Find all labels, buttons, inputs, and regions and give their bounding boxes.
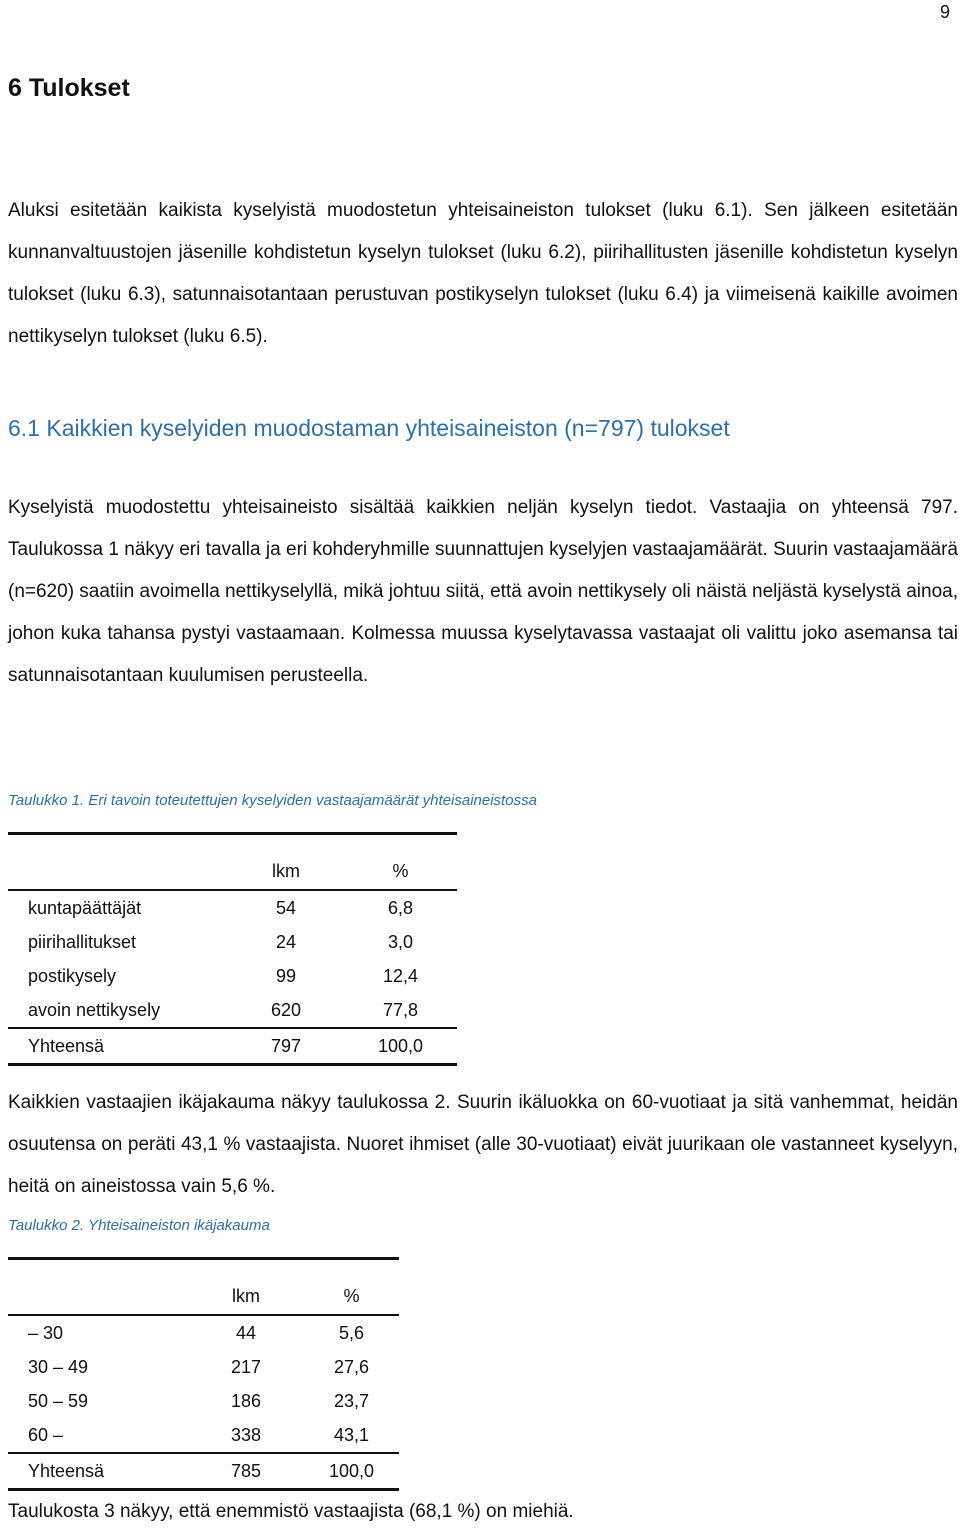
row-label: piirihallitukset bbox=[28, 931, 137, 952]
table2-caption: Taulukko 2. Yhteisaineiston ikäjakauma bbox=[8, 1217, 270, 1234]
row-pct: 12,4 bbox=[382, 965, 419, 986]
table-row bbox=[8, 1350, 399, 1384]
row-label: 50 – 59 bbox=[28, 1390, 89, 1411]
total-label: Yhteensä bbox=[28, 1460, 105, 1481]
total-pct: 100,0 bbox=[328, 1460, 375, 1481]
table2-header-empty bbox=[8, 1258, 188, 1315]
table1-header-pct: % bbox=[392, 860, 409, 881]
table-row bbox=[8, 1315, 399, 1350]
intro-paragraph: Aluksi esitetään kaikista kyselyistä muodostetun yhteisaineiston tulokset (luku 6.1). Sen jälkeen esitetään kunnanvaltuustojen jäsenille kohdistetun kyselyn tulokset (luku 6.2), piirihallitusten jäsenille kohdistetun kyselyn tulokset (luku 6.3), satunnaisotantaan perustuvan postikyselyn tulokset (luku 6.4) ja viimeisenä kaikille avoimen nettikyselyn tulokset (luku 6.5). bbox=[8, 200, 958, 347]
table-row bbox=[8, 890, 457, 925]
table2-header-row bbox=[8, 1258, 399, 1315]
table1-top-rule bbox=[8, 832, 457, 835]
row-lkm: 44 bbox=[235, 1322, 257, 1343]
row-pct: 3,0 bbox=[387, 931, 414, 952]
table1-caption: Taulukko 1. Eri tavoin toteutettujen kyselyiden vastaajamäärät yhteisaineistossa bbox=[8, 792, 537, 809]
total-lkm: 797 bbox=[270, 1035, 302, 1056]
row-pct: 27,6 bbox=[333, 1356, 370, 1377]
row-label: avoin nettikysely bbox=[28, 999, 161, 1020]
table-row bbox=[8, 925, 457, 959]
table-row bbox=[8, 1418, 399, 1453]
total-lkm: 785 bbox=[230, 1460, 262, 1481]
table2 bbox=[8, 1258, 399, 1491]
row-label: kuntapäättäjät bbox=[28, 897, 142, 918]
table-row bbox=[8, 959, 457, 993]
row-pct: 23,7 bbox=[333, 1390, 370, 1411]
table-row bbox=[8, 993, 457, 1028]
row-pct: 5,6 bbox=[338, 1322, 365, 1343]
row-label: 30 – 49 bbox=[28, 1356, 89, 1377]
table1 bbox=[8, 833, 457, 1066]
row-label: – 30 bbox=[28, 1322, 64, 1343]
closing-paragraph: Taulukosta 3 näkyy, että enemmistö vastaajista (68,1 %) on miehiä. bbox=[8, 1501, 574, 1522]
row-lkm: 620 bbox=[270, 999, 302, 1020]
row-lkm: 186 bbox=[230, 1390, 262, 1411]
table2-header-pct: % bbox=[343, 1285, 360, 1306]
row-lkm: 217 bbox=[230, 1356, 262, 1377]
table2-total-row bbox=[8, 1453, 399, 1490]
row-lkm: 338 bbox=[230, 1424, 262, 1445]
row-lkm: 54 bbox=[275, 897, 297, 918]
table1-header-lkm: lkm bbox=[272, 860, 300, 881]
table2-top-rule bbox=[8, 1257, 399, 1260]
chapter-heading: 6 Tulokset bbox=[8, 74, 130, 102]
row-pct: 77,8 bbox=[382, 999, 419, 1020]
total-label: Yhteensä bbox=[28, 1035, 105, 1056]
section-paragraph: Kyselyistä muodostettu yhteisaineisto sisältää kaikkien neljän kyselyn tiedot. Vastaajia on yhteensä 797. Taulukossa 1 näkyy eri tavalla ja eri kohderyhmille suunnattujen kyselyjen vastaajamäärät. Suurin vastaajamäärä (n=620) saatiin avoimella nettikyselyllä, mikä johtuu siitä, että avoin nettikysely oli näistä neljästä kyselystä ainoa, johon kuka tahansa pystyi vastaamaan. Kolmessa muussa kyselytavassa vastaajat oli valittu joko asemansa tai satunnaisotantaan kuulumisen perusteella. bbox=[8, 497, 958, 686]
table1-header-empty bbox=[8, 833, 228, 890]
row-lkm: 99 bbox=[275, 965, 297, 986]
table1-total-row bbox=[8, 1028, 457, 1065]
row-label: 60 – bbox=[28, 1424, 64, 1445]
row-label: postikysely bbox=[28, 965, 117, 986]
row-pct: 6,8 bbox=[387, 897, 414, 918]
page-number: 9 bbox=[939, 2, 950, 22]
row-pct: 43,1 bbox=[333, 1424, 370, 1445]
table-row bbox=[8, 1384, 399, 1418]
table2-header-lkm: lkm bbox=[232, 1285, 260, 1306]
table1-header-row bbox=[8, 833, 457, 890]
row-lkm: 24 bbox=[275, 931, 297, 952]
section-heading: 6.1 Kaikkien kyselyiden muodostaman yhteisaineiston (n=797) tulokset bbox=[8, 415, 730, 441]
age-paragraph: Kaikkien vastaajien ikäjakauma näkyy taulukossa 2. Suurin ikäluokka on 60-vuotiaat ja sitä vanhemmat, heidän osuutensa on peräti 43,1 % vastaajista. Nuoret ihmiset (alle 30-vuotiaat) eivät juurikaan ole vastanneet kyselyyn, heitä on aineistossa vain 5,6 %. bbox=[8, 1092, 958, 1197]
total-pct: 100,0 bbox=[377, 1035, 424, 1056]
